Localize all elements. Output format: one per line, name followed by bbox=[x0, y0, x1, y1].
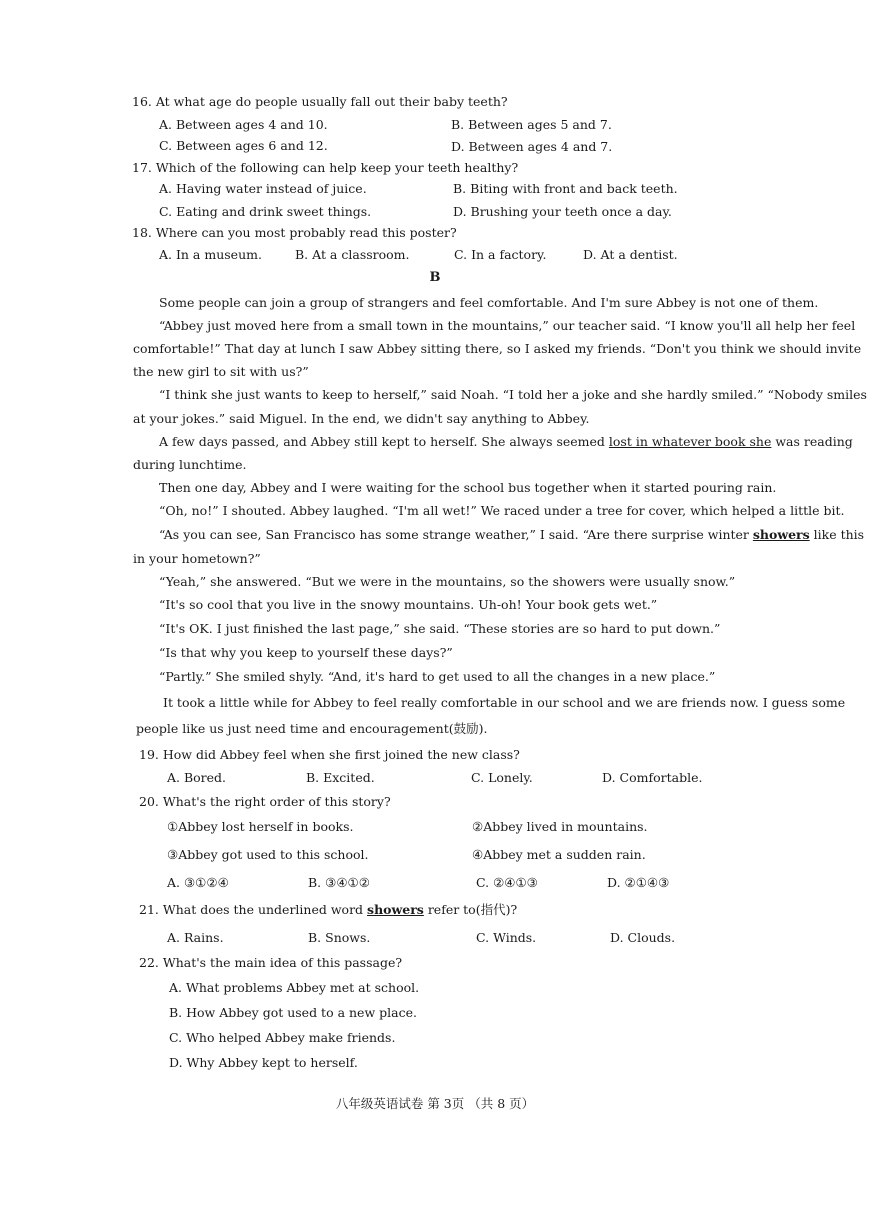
passage-line: people like us just need time and encouragement(鼓励). bbox=[136, 721, 488, 736]
passage-line: the new girl to sit with us?” bbox=[133, 364, 309, 379]
passage-line: at your jokes.” said Miguel. In the end, we didn't say anything to Abbey. bbox=[133, 411, 590, 426]
passage-line: “Is that why you keep to yourself these days?” bbox=[159, 645, 453, 660]
question-text: 21. What does the underlined word bbox=[139, 902, 368, 917]
question-18-stem: 18. Where can you most probably read this poster? bbox=[132, 225, 457, 240]
underlined-word-showers: showers bbox=[367, 902, 424, 917]
question-20-stem: 20. What's the right order of this story? bbox=[139, 794, 391, 809]
underlined-word-showers: showers bbox=[752, 527, 810, 542]
passage-text: was reading bbox=[771, 434, 853, 449]
question-20-item-3: ③Abbey got used to this school. bbox=[167, 847, 369, 862]
question-21-stem bbox=[139, 902, 517, 918]
question-16-option-c: C. Between ages 6 and 12. bbox=[159, 138, 328, 153]
section-label: B bbox=[429, 270, 441, 285]
question-20-option-b: B. ③④①② bbox=[308, 875, 370, 890]
question-16-option-a: A. Between ages 4 and 10. bbox=[159, 117, 328, 132]
passage-line: Some people can join a group of strangers and feel comfortable. And I'm sure Abbey is not one of them. bbox=[159, 295, 819, 310]
passage-text: A few days passed, and Abbey still kept to herself. She always seemed bbox=[159, 434, 609, 449]
question-20-item-1: ①Abbey lost herself in books. bbox=[167, 819, 354, 834]
question-21-option-c: C. Winds. bbox=[476, 930, 537, 945]
passage-line: “Abbey just moved here from a small town in the mountains,” our teacher said. “I know you'll all help her feel bbox=[159, 318, 856, 333]
passage-line: comfortable!” That day at lunch I saw Abbey sitting there, so I asked my friends. “Don't you think we should invite bbox=[133, 341, 862, 356]
question-21-option-b: B. Snows. bbox=[308, 930, 371, 945]
question-22-option-b: B. How Abbey got used to a new place. bbox=[169, 1005, 417, 1020]
question-20-item-4: ④Abbey met a sudden rain. bbox=[472, 847, 646, 862]
passage-line: during lunchtime. bbox=[133, 457, 247, 472]
question-19-option-b: B. Excited. bbox=[306, 770, 375, 785]
question-20-option-d: D. ②①④③ bbox=[607, 875, 670, 890]
passage-line: “It's OK. I just finished the last page,” she said. “These stories are so hard to put down.” bbox=[159, 621, 721, 636]
question-16-option-b: B. Between ages 5 and 7. bbox=[451, 117, 612, 132]
passage-line: “Oh, no!” I shouted. Abbey laughed. “I'm all wet!” We raced under a tree for cover, which helped a little bit. bbox=[159, 503, 845, 518]
passage-line: “Yeah,” she answered. “But we were in the mountains, so the showers were usually snow.” bbox=[159, 574, 736, 589]
question-16-stem: 16. At what age do people usually fall out their baby teeth? bbox=[132, 94, 508, 109]
question-19-stem: 19. How did Abbey feel when she first joined the new class? bbox=[139, 747, 520, 762]
passage-text: “As you can see, San Francisco has some strange weather,” I said. “Are there surprise winter bbox=[159, 527, 753, 542]
underlined-phrase: lost in whatever book she bbox=[608, 434, 772, 449]
question-text: refer to(指代)? bbox=[423, 902, 518, 917]
question-19-option-d: D. Comfortable. bbox=[602, 770, 703, 785]
passage-line: It took a little while for Abbey to feel really comfortable in our school and we are friends now. I guess some bbox=[163, 695, 846, 710]
question-21-option-d: D. Clouds. bbox=[610, 930, 676, 945]
question-17-option-b: B. Biting with front and back teeth. bbox=[453, 181, 678, 196]
passage-line: “I think she just wants to keep to herself,” said Noah. “I told her a joke and she hardly smiled.” “Nobody smiles bbox=[159, 387, 867, 402]
question-20-option-c: C. ②④①③ bbox=[476, 875, 538, 890]
page-footer: 八年级英语试卷 第 3页 （共 8 页） bbox=[335, 1096, 535, 1111]
passage-line: “Partly.” She smiled shyly. “And, it's hard to get used to all the changes in a new place.” bbox=[159, 669, 716, 684]
passage-line bbox=[159, 527, 864, 543]
question-21-option-a: A. Rains. bbox=[167, 930, 224, 945]
question-16-option-d: D. Between ages 4 and 7. bbox=[451, 139, 613, 154]
question-19-option-c: C. Lonely. bbox=[471, 770, 533, 785]
passage-text: like this bbox=[809, 527, 865, 542]
passage-line bbox=[159, 434, 853, 450]
question-17-option-a: A. Having water instead of juice. bbox=[159, 181, 367, 196]
question-22-option-c: C. Who helped Abbey make friends. bbox=[169, 1030, 396, 1045]
question-17-option-c: C. Eating and drink sweet things. bbox=[159, 204, 372, 219]
passage-line: Then one day, Abbey and I were waiting for the school bus together when it started pouring rain. bbox=[159, 480, 777, 495]
question-20-item-2: ②Abbey lived in mountains. bbox=[472, 819, 648, 834]
question-22-option-d: D. Why Abbey kept to herself. bbox=[169, 1055, 358, 1070]
question-19-option-a: A. Bored. bbox=[167, 770, 227, 785]
question-18-option-d: D. At a dentist. bbox=[583, 247, 678, 262]
question-18-option-b: B. At a classroom. bbox=[295, 247, 410, 262]
question-18-option-c: C. In a factory. bbox=[454, 247, 547, 262]
question-17-option-d: D. Brushing your teeth once a day. bbox=[453, 204, 672, 219]
question-22-option-a: A. What problems Abbey met at school. bbox=[169, 980, 420, 995]
question-18-option-a: A. In a museum. bbox=[159, 247, 262, 262]
passage-line: “It's so cool that you live in the snowy mountains. Uh-oh! Your book gets wet.” bbox=[159, 597, 658, 612]
passage-line: in your hometown?” bbox=[133, 551, 261, 566]
question-17-stem: 17. Which of the following can help keep your teeth healthy? bbox=[132, 160, 519, 175]
question-20-option-a: A. ③①②④ bbox=[167, 875, 229, 890]
question-22-stem: 22. What's the main idea of this passage? bbox=[139, 955, 403, 970]
